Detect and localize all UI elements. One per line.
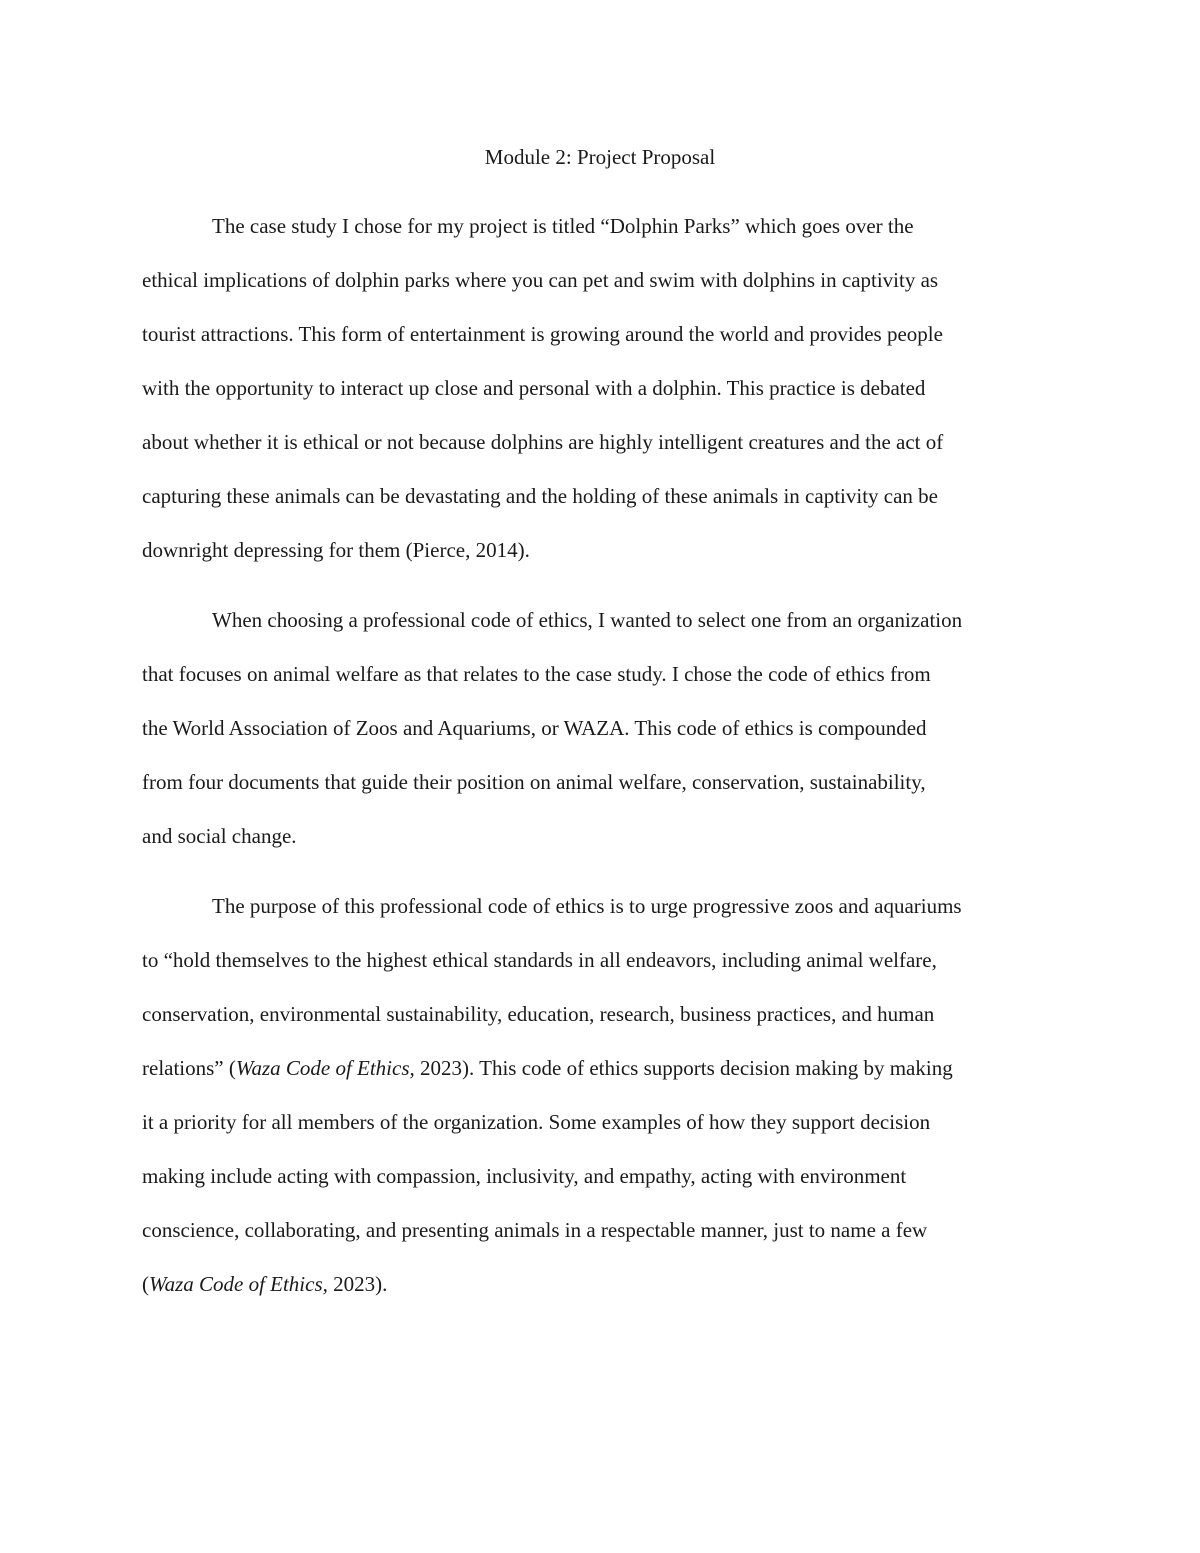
citation-lead: relations” ( [142, 1056, 236, 1080]
document-title: Module 2: Project Proposal [484, 145, 716, 169]
citation-open-paren: ( [142, 1272, 149, 1296]
paragraph-3-line-8 [142, 1270, 387, 1298]
citation-source-italic: Waza Code of Ethics, [149, 1272, 328, 1296]
paragraph-1-line-7: downright depressing for them (Pierce, 2014). [142, 538, 530, 562]
paragraph-3-line-2: to “hold themselves to the highest ethical standards in all endeavors, including animal welfare, [142, 948, 937, 972]
paragraph-1-line-5: about whether it is ethical or not because dolphins are highly intelligent creatures and the act of [142, 430, 944, 454]
paragraph-3-line-5: it a priority for all members of the organization. Some examples of how they support decision [142, 1110, 931, 1134]
paragraph-1-line-3: tourist attractions. This form of entertainment is growing around the world and provides people [142, 322, 943, 346]
paragraph-2-line-3: the World Association of Zoos and Aquariums, or WAZA. This code of ethics is compounded [142, 716, 927, 740]
paragraph-3-line-7: conscience, collaborating, and presenting animals in a respectable manner, just to name a few [142, 1218, 928, 1242]
paragraph-1-line-2: ethical implications of dolphin parks where you can pet and swim with dolphins in captivity as [142, 268, 939, 292]
paragraph-3-line-4 [142, 1054, 953, 1082]
paragraph-2-line-1: When choosing a professional code of ethics, I wanted to select one from an organization [212, 608, 963, 632]
paragraph-1-line-4: with the opportunity to interact up close and personal with a dolphin. This practice is debated [142, 376, 926, 400]
citation-tail: 2023). This code of ethics supports decision making by making [414, 1056, 953, 1080]
paragraph-3-line-1: The purpose of this professional code of ethics is to urge progressive zoos and aquariums [212, 894, 962, 918]
paragraph-3-line-6: making include acting with compassion, inclusivity, and empathy, acting with environment [142, 1164, 907, 1188]
paragraph-2-line-4: from four documents that guide their position on animal welfare, conservation, sustainability, [142, 770, 926, 794]
paragraph-1-line-6: capturing these animals can be devastating and the holding of these animals in captivity can be [142, 484, 939, 508]
paragraph-2-line-2: that focuses on animal welfare as that relates to the case study. I chose the code of ethics from [142, 662, 931, 686]
paragraph-3-line-3: conservation, environmental sustainability, education, research, business practices, and human [142, 1002, 935, 1026]
paragraph-1-line-1: The case study I chose for my project is titled “Dolphin Parks” which goes over the [212, 214, 914, 238]
paragraph-2-line-5: and social change. [142, 824, 297, 848]
citation-source-italic: Waza Code of Ethics, [235, 1056, 415, 1080]
citation-tail: 2023). [327, 1272, 388, 1296]
